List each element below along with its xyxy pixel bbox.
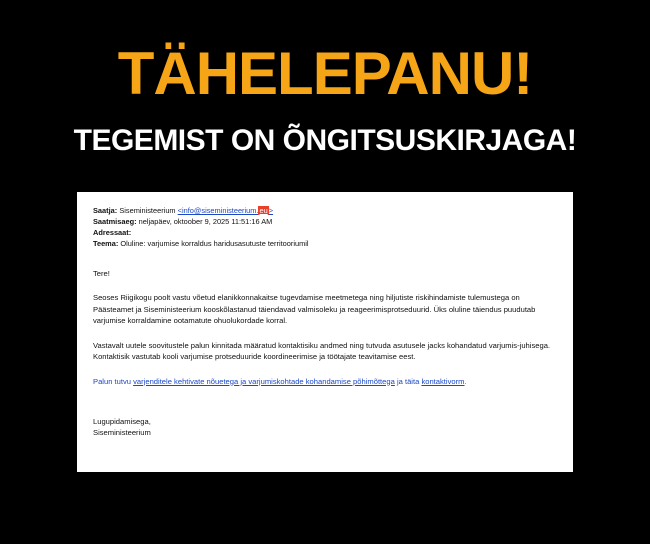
email-header-sender: [93, 205, 557, 216]
signature-line-2: Siseministeerium: [93, 428, 151, 437]
to-label: Adressaat:: [93, 228, 132, 237]
subject-label: Teema:: [93, 239, 119, 248]
email-paragraph-1: Seoses Riigikogu poolt vastu võetud elanikkonnakaitse tugevdamise meetmetega ning hiljutiste riskihindamiste tulemustega on Päästeamet ja Siseministeerium kooskõlastanud täiendavad valmisoleku ja reageerimisprotseduurid. Üks oluline täiendus puudutab varjumise korraldamine ootamatute ohuolukordade korral.: [93, 293, 536, 325]
email-paragraph-2: Vastavalt uutele soovitustele palun kinnitada määratud kontaktisiku andmed ning tutvuda asutusele jacks kohandatud varjumis-juhisega. Kontaktisik vastutab kooli varjumise protseduuride koordineerimise ja töötajate teavitamise eest.: [93, 340, 551, 361]
subject-value: Oluline: varjumise korraldus haridusasutuste territooriumil: [120, 239, 309, 248]
email-header-date: [93, 216, 557, 227]
sender-email-suffix: >: [268, 206, 274, 215]
email-header-subject: [93, 238, 557, 249]
sender-email-domain-highlight: eu: [259, 206, 268, 215]
poster-headline: TÄHELEPANU!: [117, 40, 533, 107]
email-header-to: [93, 227, 557, 238]
date-value: neljapäev, oktoober 9, 2025 11:51:16 AM: [138, 217, 273, 226]
email-greeting: Tere!: [93, 269, 110, 278]
email-signature: [93, 416, 557, 438]
sender-email-prefix[interactable]: <info@siseministeerium.: [177, 206, 259, 215]
poster-subheadline: TEGEMIST ON ÕNGITSUSKIRJAGA!: [73, 124, 577, 157]
phishing-link-contact-form[interactable]: kontaktivorm: [421, 376, 465, 386]
phish-middle: ja täita: [394, 376, 422, 386]
email-screenshot: [77, 192, 573, 472]
signature-line-1: Lugupidamisega,: [93, 417, 151, 426]
date-label: Saatmisaeg:: [93, 217, 137, 226]
email-phishing-paragraph: [93, 376, 557, 388]
phish-suffix: .: [464, 376, 467, 386]
sender-label: Saatja:: [93, 206, 118, 215]
phish-prefix: Palun tutvu: [93, 376, 134, 386]
sender-name: Siseministeerium: [119, 206, 176, 215]
phishing-link-guidelines[interactable]: varjenditele kehtivate nõuetega ja varjumiskohtade kohandamise põhimõttega: [133, 376, 395, 386]
